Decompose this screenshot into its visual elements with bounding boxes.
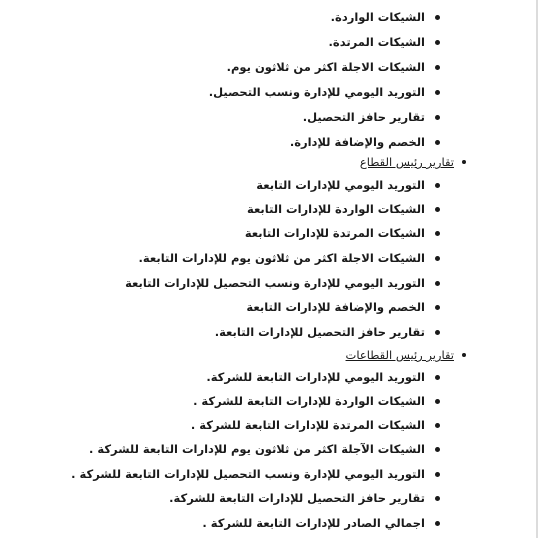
list-item-text: الشيكات المرتدة. (328, 35, 425, 49)
bullet-icon (435, 140, 440, 145)
section-heading-text: تقارير رئيس القطاع (359, 155, 454, 169)
list-item (191, 415, 440, 435)
list-item-text: الشيكات المرتدة للإدارات التابعة للشركة . (190, 418, 425, 432)
bullet-icon (435, 521, 440, 526)
list-item (71, 464, 440, 484)
bullet-icon (435, 447, 440, 452)
list-item-text: تقارير حافز التحصيل للإدارات التابعة. (214, 325, 425, 339)
list-item (256, 175, 440, 195)
bullet-icon (435, 256, 440, 261)
list-item-text: الشيكات المرتدة للإدارات التابعة (244, 226, 425, 240)
list-item (247, 199, 440, 219)
list-item (193, 391, 440, 411)
bullet-icon (435, 40, 440, 45)
list-item-text: الشيكات الاجلة اكثر من ثلاثون يوم للإدارات التابعة. (138, 251, 425, 265)
bullet-icon (435, 472, 440, 477)
list-item-text: التوريد اليومي للإدارة ونسب التحصيل للإدارات التابعة للشركة . (71, 467, 425, 481)
section-heading (360, 152, 466, 172)
bullet-icon (435, 496, 440, 501)
list-item-text: التوريد اليومي للإدارة ونسب التحصيل. (208, 85, 425, 99)
list-item-text: التوريد اليومي للإدارات التابعة للشركة. (206, 370, 425, 384)
list-item (246, 297, 440, 317)
list-item-text: الخصم والإضافة للإدارة. (289, 135, 425, 149)
section-heading-text: تقارير رئيس القطاعات (345, 348, 454, 362)
list-item-text: الشيكات الاجلة اكثر من ثلاثون يوم. (226, 60, 425, 74)
list-item-text: الخصم والإضافة للإدارات التابعة (246, 300, 425, 314)
list-item (331, 7, 440, 27)
list-item-text: تقارير حافز التحصيل. (302, 110, 425, 124)
list-item (125, 273, 440, 293)
bullet-icon (435, 305, 440, 310)
bullet-icon (435, 330, 440, 335)
bullet-icon (435, 65, 440, 70)
list-item-text: الشيكات الواردة. (330, 10, 425, 24)
bullet-icon (435, 115, 440, 120)
list-item (290, 132, 440, 152)
list-item (245, 223, 440, 243)
bullet-icon (435, 183, 440, 188)
list-item (215, 322, 440, 342)
list-item (206, 367, 440, 387)
bullet-icon (435, 375, 440, 380)
bullet-icon (435, 423, 440, 428)
bullet-icon (435, 231, 440, 236)
bullet-icon (435, 399, 440, 404)
bullet-icon (435, 207, 440, 212)
bullet-icon (435, 15, 440, 20)
list-item-text: تقارير حافز التحصيل للإدارات التابعة للشركة. (169, 491, 425, 505)
list-item (139, 248, 440, 268)
bullet-icon (462, 160, 466, 164)
list-item-text: التوريد اليومي للإدارات التابعة (256, 178, 425, 192)
list-item (209, 82, 440, 102)
bullet-icon (435, 281, 440, 286)
list-item-text: اجمالي الصادر للإدارات التابعة للشركة . (202, 516, 425, 530)
list-item-text: الشيكات الواردة للإدارات التابعة للشركة . (193, 394, 425, 408)
list-item (227, 57, 440, 77)
list-item-text: الشيكات الآجلة اكثر من ثلاثون يوم للإدارات التابعة للشركة . (89, 442, 425, 456)
list-item (329, 32, 440, 52)
list-item (89, 439, 440, 459)
section-heading (346, 345, 466, 365)
bullet-icon (435, 90, 440, 95)
list-item (303, 107, 440, 127)
bullet-icon (462, 353, 466, 357)
list-item (169, 488, 440, 508)
list-item (202, 513, 440, 533)
list-item-text: التوريد اليومي للإدارة ونسب التحصيل للإدارات التابعة (125, 276, 425, 290)
list-item-text: الشيكات الواردة للإدارات التابعة (246, 202, 425, 216)
